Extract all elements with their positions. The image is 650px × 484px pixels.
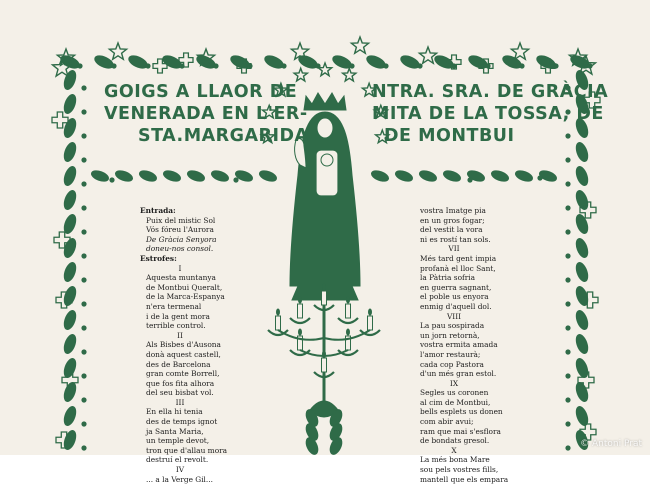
star-icon: [351, 37, 368, 53]
flame-icon: [346, 329, 350, 336]
verse-line: al cim de Montbui,: [420, 397, 491, 407]
flame-icon: [298, 297, 302, 304]
holly-leaf-icon: [62, 141, 78, 163]
holly-leaf-icon: [328, 436, 345, 457]
stanza-number: II: [177, 330, 183, 340]
verse-line: profanà el lloc Sant,: [420, 263, 496, 273]
title-right-line-2: MITA DE LA TOSSA, DE: [372, 104, 604, 124]
virgin-face: [317, 118, 333, 138]
left-text-column: [140, 206, 227, 484]
berry-icon: [81, 397, 86, 402]
stanza-number: VIII: [446, 311, 462, 321]
verse-line: d'un més gran estol.: [420, 369, 497, 379]
holly-leaf-icon: [258, 169, 278, 184]
title-right-line-3: DE MONTBUI: [384, 126, 515, 146]
holly-leaf-icon: [574, 381, 590, 403]
flame-icon: [298, 329, 302, 336]
holly-leaf-icon: [62, 309, 78, 331]
holly-leaf-icon: [418, 169, 438, 184]
berry-icon: [565, 181, 570, 186]
verse-line: de la Marca-Espanya: [146, 292, 225, 302]
verse-line: tron que d'allau mora: [146, 445, 228, 455]
verse-line: En ella hi tenia: [146, 407, 203, 417]
berry-icon: [565, 325, 570, 330]
verse-line: en guerra sagnant,: [420, 282, 492, 292]
berry-icon: [111, 63, 116, 68]
berry-icon: [281, 63, 286, 68]
holly-leaf-icon: [62, 357, 78, 379]
berry-icon: [213, 63, 218, 68]
verse-line: gran comte Borrell,: [146, 369, 220, 379]
verse-line: cada cop Pastora: [420, 359, 484, 369]
berry-icon: [467, 177, 472, 182]
flame-icon: [276, 309, 280, 316]
berry-icon: [109, 177, 114, 182]
holly-leaf-icon: [574, 357, 590, 379]
holly-leaf-icon: [62, 189, 78, 211]
berry-icon: [519, 63, 524, 68]
right-text-column: [414, 206, 508, 484]
verse-line: La més bona Mare: [420, 455, 490, 465]
stanza-number: I: [178, 263, 182, 273]
verse-line: Als Bisbes d'Ausona: [146, 340, 221, 350]
berry-icon: [565, 229, 570, 234]
verse-line: el poble us enyora: [420, 292, 489, 302]
verse-line: bells esplets us donen: [420, 407, 503, 417]
verse-line: del seu bisbat vol.: [146, 388, 214, 398]
berry-icon: [81, 349, 86, 354]
holly-leaf-icon: [574, 165, 590, 187]
berry-icon: [565, 157, 570, 162]
holly-leaf-icon: [263, 53, 285, 71]
berry-icon: [77, 63, 82, 68]
candle-icon: [322, 291, 327, 305]
verse-line: sou pels vostres fills,: [420, 465, 499, 475]
verse-line: un temple devot,: [146, 436, 210, 446]
title-left: [104, 81, 309, 147]
verse-line: enmig d'aquell dol.: [420, 301, 492, 311]
candle-icon: [322, 358, 327, 372]
verse-line: de Montbui Queralt,: [146, 282, 223, 292]
berry-icon: [565, 349, 570, 354]
right-stanzas: [414, 244, 508, 484]
verse-line: donà aquest castell,: [146, 349, 221, 359]
verse-line: del vestit la vora: [420, 225, 483, 235]
holly-leaf-icon: [93, 53, 115, 71]
flame-icon: [368, 309, 372, 316]
verse-line: vostra ermita amada: [420, 340, 498, 350]
holly-leaf-icon: [574, 309, 590, 331]
holly-leaf-icon: [62, 165, 78, 187]
holly-leaf-icon: [467, 53, 489, 71]
verse-line: n'era termenal: [146, 301, 202, 311]
holly-leaf-icon: [574, 261, 590, 283]
berry-icon: [165, 173, 170, 178]
holly-leaf-icon: [62, 69, 78, 91]
candle-holder: [290, 318, 310, 323]
star-icon: [511, 43, 528, 59]
estrofes-label: Estrofes:: [140, 253, 177, 263]
berry-icon: [397, 173, 402, 178]
berry-icon: [349, 63, 354, 68]
candle-icon: [298, 304, 303, 318]
holly-leaf-icon: [127, 53, 149, 71]
entrada-line: Vós fóreu l'Aurora: [146, 225, 214, 235]
verse-line: l'amor restaurà;: [420, 349, 481, 359]
verse-line: des de Barcelona: [146, 359, 211, 369]
left-stanzas: [140, 264, 227, 484]
title-left-line-1: GOIGS A LLAOR DE: [104, 82, 298, 102]
berry-icon: [383, 63, 388, 68]
berry-icon: [565, 205, 570, 210]
verse-line: que fos fita alhora: [146, 378, 215, 388]
holly-leaf-icon: [574, 333, 590, 355]
berry-icon: [81, 325, 86, 330]
berry-icon: [565, 253, 570, 258]
berry-icon: [537, 175, 542, 180]
verse-line: un jorn retornà,: [420, 330, 480, 340]
candle-icon: [276, 316, 281, 330]
star-icon: [343, 68, 356, 81]
berry-icon: [81, 109, 86, 114]
crown-icon: [304, 93, 346, 110]
holly-leaf-icon: [62, 333, 78, 355]
stanza-number: IX: [449, 378, 459, 388]
holly-leaf-icon: [442, 169, 462, 184]
berry-icon: [565, 373, 570, 378]
berry-icon: [81, 277, 86, 282]
flame-icon: [346, 297, 350, 304]
berry-icon: [565, 397, 570, 402]
holly-leaf-icon: [162, 169, 182, 184]
verse-line: Aquesta muntanya: [146, 273, 216, 283]
stanza-number: III: [175, 397, 185, 407]
refrain-line: doneu-nos consol.: [146, 244, 214, 254]
holly-leaf-icon: [186, 169, 206, 184]
berry-icon: [565, 445, 570, 450]
berry-icon: [81, 421, 86, 426]
verse-line: Més tard gent impia: [420, 253, 497, 263]
holly-leaf-icon: [62, 117, 78, 139]
verse-line: la Pàtria sofria: [420, 273, 476, 283]
holly-leaf-icon: [394, 169, 414, 184]
verse-line: terrible control.: [146, 321, 206, 331]
berry-icon: [81, 373, 86, 378]
verse-line: ... a la Verge Gil...: [146, 474, 213, 484]
entrada-label: Entrada:: [140, 206, 176, 215]
star-icon: [419, 47, 436, 63]
flame-icon: [322, 284, 326, 291]
holly-leaf-icon: [114, 169, 134, 184]
verse-line: ja Santa Maria,: [146, 426, 204, 436]
holly-leaf-icon: [62, 93, 78, 115]
title-right: [372, 81, 608, 147]
candle-icon: [368, 316, 373, 330]
star-icon: [294, 68, 307, 81]
berry-icon: [81, 445, 86, 450]
berry-icon: [233, 177, 238, 182]
verse-line: mantell que els empara: [420, 474, 509, 484]
title-right-line-1: NTRA. SRA. DE GRÀCIA: [372, 82, 609, 102]
verse-line: vostra Imatge pia: [420, 206, 486, 215]
title-left-line-2: VENERADA EN L'ER-: [104, 104, 308, 124]
berry-icon: [565, 301, 570, 306]
holly-leaf-icon: [574, 237, 590, 259]
berry-icon: [81, 253, 86, 258]
stanza-number: IV: [175, 465, 185, 475]
holly-leaf-icon: [574, 213, 590, 235]
holly-leaf-icon: [62, 285, 78, 307]
holly-leaf-icon: [138, 169, 158, 184]
verse-line: de bondats gresol.: [420, 436, 490, 446]
verse-line: ram que mai s'esflora: [420, 426, 501, 436]
holly-leaf-icon: [399, 53, 421, 71]
refrain-line: De Gràcia Senyora: [146, 234, 217, 244]
holly-leaf-icon: [62, 381, 78, 403]
berry-icon: [81, 301, 86, 306]
child-face: [321, 154, 333, 166]
holly-leaf-icon: [365, 53, 387, 71]
berry-icon: [145, 63, 150, 68]
berry-icon: [81, 205, 86, 210]
title-left-line-3: STA.MARGARIDA: [138, 126, 309, 146]
verse-line: ni es rostí tan sols.: [420, 234, 491, 244]
verse-line: La pau sospirada: [420, 321, 485, 331]
holly-leaf-icon: [370, 169, 390, 184]
watermark: © Antoni Prat: [580, 439, 642, 449]
holly-leaf-icon: [62, 405, 78, 427]
verse-line: destruí el revolt.: [146, 455, 209, 465]
stanza-number: VII: [448, 244, 460, 254]
holly-leaf-icon: [514, 169, 534, 184]
berry-icon: [565, 421, 570, 426]
berry-icon: [81, 181, 86, 186]
candle-holder: [338, 318, 358, 323]
verse-line: i de la gent mora: [146, 311, 210, 321]
verse-line: en un gros fogar;: [420, 215, 485, 225]
stanza-number: X: [451, 445, 457, 455]
berry-icon: [81, 157, 86, 162]
holly-leaf-icon: [490, 169, 510, 184]
holly-leaf-icon: [304, 436, 321, 457]
berry-icon: [81, 85, 86, 90]
holly-leaf-icon: [62, 261, 78, 283]
star-icon: [109, 43, 126, 59]
holly-leaf-icon: [90, 169, 110, 184]
holly-leaf-icon: [210, 169, 230, 184]
berry-icon: [81, 133, 86, 138]
verse-line: des de temps ignot: [146, 417, 218, 427]
entrada-line: Puix del mistic Sol: [146, 215, 216, 225]
verse-line: com abir avui;: [420, 417, 474, 427]
berry-icon: [81, 229, 86, 234]
verse-line: Segles us coronen: [420, 388, 489, 398]
candle-icon: [346, 304, 351, 318]
berry-icon: [565, 277, 570, 282]
